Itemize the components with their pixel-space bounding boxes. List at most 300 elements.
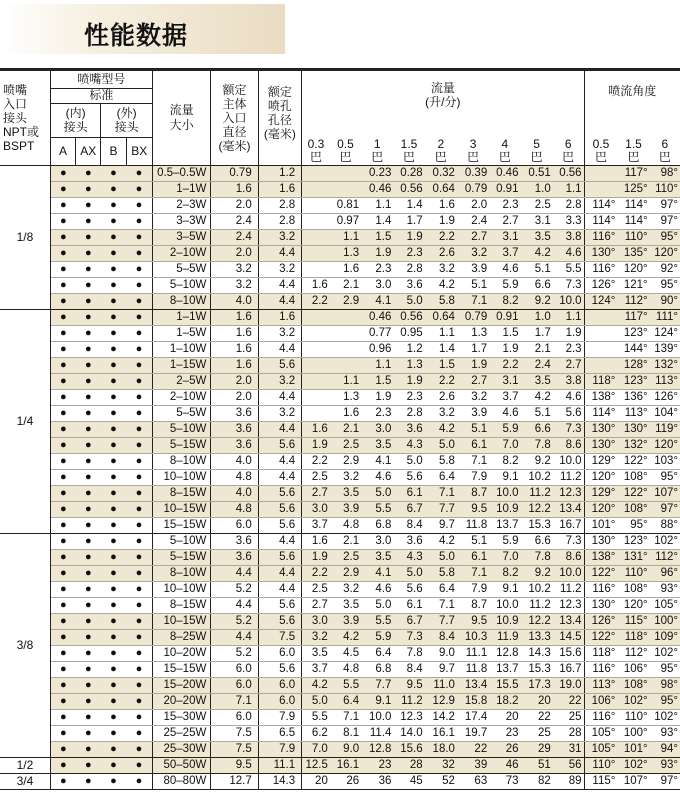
flow-value: 10.9 (489, 501, 520, 517)
flow-value: 3.8 (553, 373, 584, 389)
flow-value: 9.1 (489, 581, 520, 597)
rated-inlet-cell: 1.6 (211, 341, 258, 357)
flow-size-cell: 8–10W (152, 453, 211, 469)
angle-value: 130° (584, 245, 617, 261)
flow-value: 13.4 (457, 677, 489, 693)
rated-inlet-cell: 4.4 (211, 565, 258, 581)
flow-value: 7.3 (553, 421, 584, 437)
flow-size-cell: 3–5W (152, 229, 211, 245)
angle-value: 92° (650, 261, 680, 277)
flow-value: 16.7 (553, 661, 584, 677)
angle-value: 120° (584, 501, 617, 517)
flow-value: 15.6 (393, 741, 424, 757)
rated-orifice-cell: 4.4 (258, 421, 301, 437)
flow-value: 15.8 (457, 693, 489, 709)
flow-value: 1.9 (302, 437, 330, 453)
flow-value: 3.0 (361, 277, 393, 293)
flow-value: 17.3 (520, 677, 552, 693)
angle-value: 110° (584, 757, 617, 773)
angle-value: 107° (650, 485, 680, 501)
flow-value: 11.4 (361, 725, 393, 741)
flow-value: 7.7 (425, 613, 457, 629)
flow-value (302, 341, 330, 357)
flow-value: 4.6 (489, 261, 520, 277)
col-bx-header: BX (126, 137, 152, 165)
rated-inlet-cell: 3.6 (211, 437, 258, 453)
flow-value: 0.56 (553, 165, 584, 181)
flow-value: 3.2 (425, 405, 457, 421)
standard-header: 标准 (50, 88, 152, 103)
availability-dot: ● (101, 645, 126, 661)
flow-value: 3.2 (302, 629, 330, 645)
rated-inlet-cell: 4.8 (211, 469, 258, 485)
availability-dot: ● (76, 389, 101, 405)
angle-value: 105° (584, 725, 617, 741)
flow-value: 12.3 (553, 485, 584, 501)
rated-inlet-cell: 1.6 (211, 325, 258, 341)
availability-dot: ● (76, 437, 101, 453)
flow-size-cell: 2–3W (152, 197, 211, 213)
table-row (0, 197, 680, 213)
rated-orifice-cell: 2.8 (258, 213, 301, 229)
angle-value: 120° (584, 469, 617, 485)
availability-dot: ● (101, 373, 126, 389)
flow-value: 3.5 (330, 597, 361, 613)
availability-dot: ● (101, 453, 126, 469)
flow-value: 1.1 (553, 181, 584, 197)
flow-value: 5.5 (330, 677, 361, 693)
flow-value: 0.23 (361, 165, 393, 181)
flow-value: 5.1 (520, 405, 552, 421)
flow-size-cell: 5–10W (152, 421, 211, 437)
flow-value: 25 (553, 709, 584, 725)
flow-value: 4.8 (330, 661, 361, 677)
table-row (0, 581, 680, 597)
rated-inlet-cell: 1.6 (211, 309, 258, 325)
flow-value: 26 (489, 741, 520, 757)
availability-dot: ● (126, 693, 152, 709)
flow-size-cell: 3–3W (152, 213, 211, 229)
flow-size-cell: 25–25W (152, 725, 211, 741)
flow-value: 3.9 (457, 261, 489, 277)
flow-value: 3.2 (457, 245, 489, 261)
angle-value: 130° (617, 421, 649, 437)
flow-value: 9.0 (330, 741, 361, 757)
table-row (0, 741, 680, 757)
flow-value: 7.1 (457, 453, 489, 469)
availability-dot: ● (50, 245, 75, 261)
flow-value (302, 213, 330, 229)
flow-size-cell: 15–15W (152, 517, 211, 533)
angle-value: 114° (584, 213, 617, 229)
flow-value: 0.64 (425, 309, 457, 325)
availability-dot: ● (126, 389, 152, 405)
availability-dot: ● (126, 533, 152, 549)
flow-value: 2.1 (520, 341, 552, 357)
angle-value: 117° (617, 165, 649, 181)
flow-value: 5.0 (393, 565, 424, 581)
flow-value (330, 357, 361, 373)
flow-value: 0.79 (457, 181, 489, 197)
flow-value: 13.7 (489, 517, 520, 533)
rated-inlet-cell: 4.4 (211, 597, 258, 613)
availability-dot: ● (126, 597, 152, 613)
flow-value: 7.1 (425, 485, 457, 501)
angle-value: 122° (584, 565, 617, 581)
table-row (0, 613, 680, 629)
availability-dot: ● (76, 309, 101, 325)
flow-value: 4.6 (553, 389, 584, 405)
table-row (0, 693, 680, 709)
flow-value: 1.3 (330, 389, 361, 405)
angle-value: 93° (650, 581, 680, 597)
table-row (0, 533, 680, 549)
flow-value (302, 261, 330, 277)
flow-value: 1.1 (553, 309, 584, 325)
flow-value: 5.0 (361, 485, 393, 501)
table-row (0, 389, 680, 405)
angle-value: 95° (650, 229, 680, 245)
flow-value: 12.8 (361, 741, 393, 757)
availability-dot: ● (76, 741, 101, 757)
rated-orifice-cell: 3.2 (258, 405, 301, 421)
flow-value: 4.1 (361, 565, 393, 581)
flow-value: 20 (489, 709, 520, 725)
flow-value: 3.5 (330, 485, 361, 501)
table-row (0, 485, 680, 501)
table-row (0, 453, 680, 469)
flow-value: 5.0 (302, 693, 330, 709)
flow-size-cell: 5–15W (152, 549, 211, 565)
rated-orifice-cell: 3.2 (258, 373, 301, 389)
table-row (0, 629, 680, 645)
flow-value: 7.1 (457, 293, 489, 309)
table-row (0, 293, 680, 309)
availability-dot: ● (76, 613, 101, 629)
rated-inlet-cell: 3.2 (211, 277, 258, 293)
flow-value: 7.8 (393, 645, 424, 661)
flow-size-cell: 10–15W (152, 501, 211, 517)
rated-inlet-cell: 12.7 (211, 773, 258, 789)
flow-value: 11.0 (425, 677, 457, 693)
angle-value: 108° (617, 677, 649, 693)
flow-value: 2.0 (457, 197, 489, 213)
availability-dot: ● (76, 373, 101, 389)
angle-value: 120° (650, 437, 680, 453)
flow-value: 4.6 (361, 581, 393, 597)
flow-value: 10.0 (553, 565, 584, 581)
flow-title: 流量 (430, 81, 455, 95)
availability-dot: ● (50, 389, 75, 405)
angle-value: 144° (617, 341, 649, 357)
flow-value: 15.3 (520, 661, 552, 677)
flow-value: 63 (457, 773, 489, 789)
rated-orifice-cell: 3.2 (258, 325, 301, 341)
flow-value: 73 (489, 773, 520, 789)
flow-value: 19.7 (457, 725, 489, 741)
availability-dot: ● (126, 405, 152, 421)
pressure-header: 4 巴 (489, 137, 520, 165)
table-row (0, 181, 680, 197)
flow-value: 15.3 (520, 517, 552, 533)
flow-value: 4.3 (393, 437, 424, 453)
rated-orifice-cell: 1.6 (258, 309, 301, 325)
availability-dot: ● (76, 773, 101, 789)
flow-value: 7.0 (489, 549, 520, 565)
flow-value: 9.1 (489, 469, 520, 485)
flow-value: 12.9 (425, 693, 457, 709)
availability-dot: ● (50, 517, 75, 533)
flow-value: 1.7 (520, 325, 552, 341)
pressure-header: 2 巴 (425, 137, 457, 165)
flow-value: 3.1 (489, 229, 520, 245)
rated-inlet-cell: 5.2 (211, 581, 258, 597)
flow-value: 17.4 (457, 709, 489, 725)
flow-value: 5.1 (457, 421, 489, 437)
availability-dot: ● (126, 165, 152, 181)
flow-value: 8.1 (330, 725, 361, 741)
angle-value: 138° (584, 389, 617, 405)
flow-value: 6.6 (520, 277, 552, 293)
flow-value (302, 309, 330, 325)
flow-value: 8.7 (457, 485, 489, 501)
flow-value: 3.2 (425, 261, 457, 277)
flow-value: 1.5 (361, 373, 393, 389)
availability-dot: ● (126, 325, 152, 341)
flow-value: 4.1 (361, 293, 393, 309)
flow-value: 10.2 (520, 469, 552, 485)
flow-value: 6.4 (425, 581, 457, 597)
flow-value: 14.5 (553, 629, 584, 645)
flow-value: 3.3 (553, 213, 584, 229)
flow-value: 0.96 (361, 341, 393, 357)
availability-dot: ● (101, 437, 126, 453)
flow-value: 2.7 (302, 485, 330, 501)
angle-value: 112° (650, 549, 680, 565)
availability-dot: ● (76, 181, 101, 197)
availability-dot: ● (76, 293, 101, 309)
flow-value: 22 (520, 709, 552, 725)
availability-dot: ● (126, 437, 152, 453)
flow-value: 1.6 (302, 421, 330, 437)
flow-value: 1.6 (302, 277, 330, 293)
angle-value: 106° (584, 693, 617, 709)
angle-value: 118° (584, 373, 617, 389)
availability-dot: ● (126, 709, 152, 725)
table-row (0, 405, 680, 421)
rated-orifice-cell: 1.2 (258, 165, 301, 181)
availability-dot: ● (50, 293, 75, 309)
availability-dot: ● (50, 613, 75, 629)
angle-value: 120° (617, 597, 649, 613)
flow-value: 5.6 (393, 469, 424, 485)
rated-inlet-cell: 2.0 (211, 373, 258, 389)
flow-value: 6.4 (361, 645, 393, 661)
angle-value: 112° (617, 293, 649, 309)
flow-value: 26 (330, 773, 361, 789)
flow-value: 4.3 (393, 549, 424, 565)
rated-orifice-cell: 4.4 (258, 453, 301, 469)
col-ax-header: AX (76, 137, 101, 165)
availability-dot: ● (101, 517, 126, 533)
flow-value: 6.1 (393, 485, 424, 501)
angle-value: 116° (584, 261, 617, 277)
flow-value: 10.0 (361, 709, 393, 725)
table-row (0, 213, 680, 229)
angle-value: 95° (650, 277, 680, 293)
flow-value: 3.6 (393, 277, 424, 293)
rated-inlet-cell: 2.4 (211, 213, 258, 229)
rated-inlet-cell: 1.6 (211, 357, 258, 373)
flow-value: 0.91 (489, 309, 520, 325)
table-row (0, 517, 680, 533)
flow-value: 4.2 (302, 677, 330, 693)
availability-dot: ● (126, 181, 152, 197)
flow-value: 12.2 (520, 501, 552, 517)
availability-dot: ● (126, 501, 152, 517)
flow-size-cell: 5–5W (152, 405, 211, 421)
table-row (0, 645, 680, 661)
flow-value: 2.7 (457, 229, 489, 245)
availability-dot: ● (101, 661, 126, 677)
flow-value: 3.7 (489, 389, 520, 405)
angle-value: 126° (584, 277, 617, 293)
flow-value: 0.91 (489, 181, 520, 197)
table-row (0, 165, 680, 181)
flow-value: 3.1 (489, 373, 520, 389)
angle-value: 131° (617, 549, 649, 565)
flow-value: 9.2 (520, 453, 552, 469)
flow-value: 2.3 (553, 341, 584, 357)
availability-dot: ● (76, 277, 101, 293)
rated-orifice-cell: 5.6 (258, 501, 301, 517)
availability-dot: ● (101, 181, 126, 197)
availability-dot: ● (126, 213, 152, 229)
flow-value: 32 (425, 757, 457, 773)
availability-dot: ● (126, 629, 152, 645)
flow-value: 2.7 (489, 213, 520, 229)
flow-size-cell: 5–10W (152, 277, 211, 293)
flow-value: 1.0 (520, 309, 552, 325)
angle-value: 114° (617, 197, 649, 213)
angle-value: 123° (617, 533, 649, 549)
flow-value: 6.7 (393, 613, 424, 629)
flow-value: 1.2 (393, 341, 424, 357)
angle-value: 116° (584, 661, 617, 677)
rated-inlet-cell: 9.5 (211, 757, 258, 773)
rated-inlet-header: 额定 主体 入口 直径 (毫米) (211, 71, 258, 165)
flow-value: 5.5 (361, 613, 393, 629)
angle-value: 130° (584, 437, 617, 453)
flow-value: 20 (302, 773, 330, 789)
flow-value: 12.3 (393, 709, 424, 725)
rated-inlet-cell: 4.8 (211, 501, 258, 517)
flow-size-cell: 10–15W (152, 613, 211, 629)
flow-value: 22 (553, 693, 584, 709)
availability-dot: ● (50, 581, 75, 597)
rated-orifice-cell: 5.6 (258, 613, 301, 629)
angle-value: 98° (650, 677, 680, 693)
flow-value: 2.8 (393, 405, 424, 421)
rated-inlet-cell: 2.0 (211, 197, 258, 213)
flow-value: 11.8 (457, 661, 489, 677)
flow-value: 2.2 (302, 453, 330, 469)
availability-dot: ● (76, 693, 101, 709)
angle-header: 喷流角度 (608, 84, 657, 98)
angle-value: 110° (617, 709, 649, 725)
availability-dot: ● (50, 485, 75, 501)
flow-value: 45 (393, 773, 424, 789)
availability-dot: ● (50, 213, 75, 229)
flow-size-cell: 15–30W (152, 709, 211, 725)
flow-size-cell: 2–10W (152, 389, 211, 405)
flow-value: 1.6 (330, 261, 361, 277)
availability-dot: ● (126, 357, 152, 373)
flow-value: 11.8 (457, 517, 489, 533)
flow-value: 2.6 (425, 245, 457, 261)
availability-dot: ● (50, 453, 75, 469)
availability-dot: ● (76, 709, 101, 725)
angle-value: 107° (617, 773, 649, 789)
flow-value: 1.5 (489, 325, 520, 341)
flow-size-cell: 25–30W (152, 741, 211, 757)
angle-value: 126° (584, 613, 617, 629)
flow-size-cell: 15–15W (152, 661, 211, 677)
flow-value: 1.0 (520, 181, 552, 197)
flow-value: 5.1 (457, 533, 489, 549)
availability-dot: ● (126, 773, 152, 789)
table-row (0, 437, 680, 453)
availability-dot: ● (50, 421, 75, 437)
table-row (0, 661, 680, 677)
availability-dot: ● (126, 373, 152, 389)
availability-dot: ● (76, 549, 101, 565)
availability-dot: ● (50, 309, 75, 325)
rated-orifice-cell: 11.1 (258, 757, 301, 773)
angle-value: 138° (584, 549, 617, 565)
flow-value: 2.2 (425, 229, 457, 245)
flow-value: 9.5 (393, 677, 424, 693)
availability-dot: ● (101, 613, 126, 629)
flow-value: 56 (553, 757, 584, 773)
flow-value: 9.2 (520, 293, 552, 309)
availability-dot: ● (101, 245, 126, 261)
availability-dot: ● (126, 341, 152, 357)
page-title: 性能数据 (84, 21, 189, 50)
flow-size-header: 流量 大小 (152, 71, 211, 165)
flow-value: 5.5 (361, 501, 393, 517)
flow-value: 11.2 (520, 597, 552, 613)
flow-value: 3.0 (302, 613, 330, 629)
angle-value: 122° (617, 453, 649, 469)
flow-value: 0.46 (489, 165, 520, 181)
rated-orifice-cell: 1.6 (258, 181, 301, 197)
availability-dot: ● (101, 325, 126, 341)
availability-dot: ● (76, 197, 101, 213)
availability-dot: ● (101, 677, 126, 693)
availability-dot: ● (76, 341, 101, 357)
flow-value (302, 181, 330, 197)
flow-value: 13.7 (489, 661, 520, 677)
availability-dot: ● (76, 357, 101, 373)
flow-value (330, 325, 361, 341)
availability-dot: ● (101, 725, 126, 741)
flow-unit: (升/分) (425, 95, 461, 109)
flow-value: 10.2 (520, 581, 552, 597)
flow-value: 2.1 (330, 421, 361, 437)
flow-size-cell: 0.5–0.5W (152, 165, 211, 181)
availability-dot: ● (76, 485, 101, 501)
